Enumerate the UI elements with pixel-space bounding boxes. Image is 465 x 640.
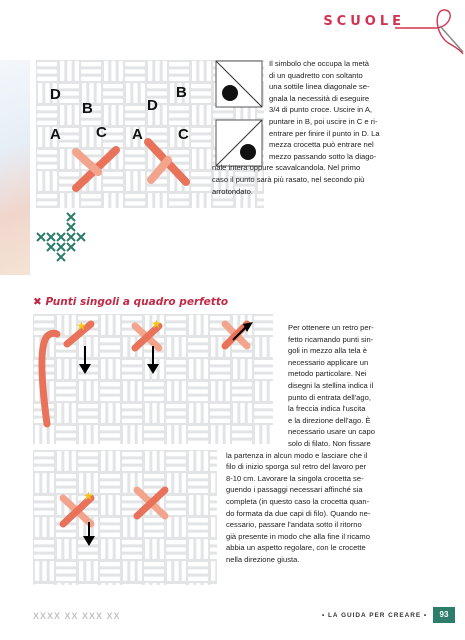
text-line: e la direzione dell'ago. È: [288, 415, 371, 425]
label-c-right: C: [178, 126, 189, 143]
label-b-left: B: [82, 100, 93, 117]
label-a-right: A: [132, 126, 143, 143]
text-line: nella direzione giusta.: [226, 554, 300, 564]
text-line: necessario usare un capo: [288, 427, 375, 437]
text-line: guendo i passaggi necessari affinché sia: [226, 485, 363, 495]
x-icon: ✖: [33, 296, 42, 308]
text-line: filo di inizio sporga sul retro del lavoro per: [226, 462, 367, 472]
text-line: mezza crocetta può entrare nel: [269, 140, 374, 150]
text-line: necessario applicare un: [288, 357, 369, 367]
cross-stitch-motif: [36, 212, 88, 270]
text-line: una sottile linea diagonale se-: [269, 82, 370, 92]
star-icon: ★: [83, 489, 94, 503]
text-line: fetto ricamando punti sin-: [288, 334, 374, 344]
text-line: Il simbolo che occupa la metà: [269, 59, 370, 68]
text-line: nale intera oppure scavalcandola. Nel primo: [212, 163, 361, 173]
needle-thread-icon: [395, 6, 465, 56]
footer-text: • LA GUIDA PER CREARE •: [322, 612, 428, 619]
header-title: SCUOLE: [323, 14, 405, 29]
text-line: mezzo passando sotto la diago-: [269, 151, 377, 161]
text-line: Per ottenere un retro per-: [288, 323, 374, 332]
label-b-right: B: [176, 84, 187, 101]
footer-x-marks: XXXX XX XXX XX: [33, 611, 121, 621]
text-line: entrare per finire il punto in D. La: [269, 128, 380, 138]
text-line: metodo particolare. Nei: [288, 369, 367, 379]
text-line: abbia un aspetto regolare, con le crocette: [226, 543, 366, 553]
text-line: completa (in questo caso la crocetta quan-: [226, 496, 370, 506]
text-line: gnala la necessità di eseguire: [269, 93, 370, 103]
text-line: do formata da due capi di filo). Quando ne-: [226, 508, 371, 518]
label-d-right: D: [147, 97, 158, 114]
text-line: 8-10 cm. Lavorare la singola crocetta se-: [226, 473, 364, 483]
text-line: solo di filato. Non fissare: [288, 438, 371, 448]
paragraph-three-quarter: [212, 58, 390, 197]
text-line: la partenza in alcun modo e lasciare che il: [226, 450, 368, 460]
text-line: puntare in B, poi uscire in C e ri-: [269, 116, 378, 126]
text-line: la freccia indica l'uscita: [288, 404, 366, 414]
text-line: goli in mezzo alla tela è: [288, 346, 367, 356]
text-line: di un quadretto con soltanto: [269, 70, 363, 80]
figure-single-stitches-bottom: [33, 450, 217, 585]
star-icon: ★: [76, 319, 87, 333]
text-line: caso il punto sarà più rasato, nel secondo più: [212, 174, 365, 184]
section-title: [33, 296, 228, 308]
text-line: cessario, passare l'andata sotto il ritorno: [226, 520, 362, 530]
text-line: già presente in modo che alla fine il ricamo: [226, 531, 370, 541]
paragraph-single-stitches: [226, 322, 436, 565]
text-line: punto di entrata dell'ago,: [288, 392, 371, 402]
page-number: 93: [433, 607, 455, 623]
fabric-photo: [0, 60, 30, 275]
star-icon: ★: [151, 317, 162, 331]
section-title-text: Punti singoli a quadro perfetto: [45, 296, 229, 308]
text-line: arrotondato.: [212, 186, 253, 196]
label-a-left: A: [50, 126, 61, 143]
label-c-left: C: [96, 124, 107, 141]
text-line: 3/4 di punto croce. Uscire in A,: [269, 105, 372, 115]
text-line: disegni la stellina indica il: [288, 380, 374, 390]
label-d-left: D: [50, 86, 61, 103]
